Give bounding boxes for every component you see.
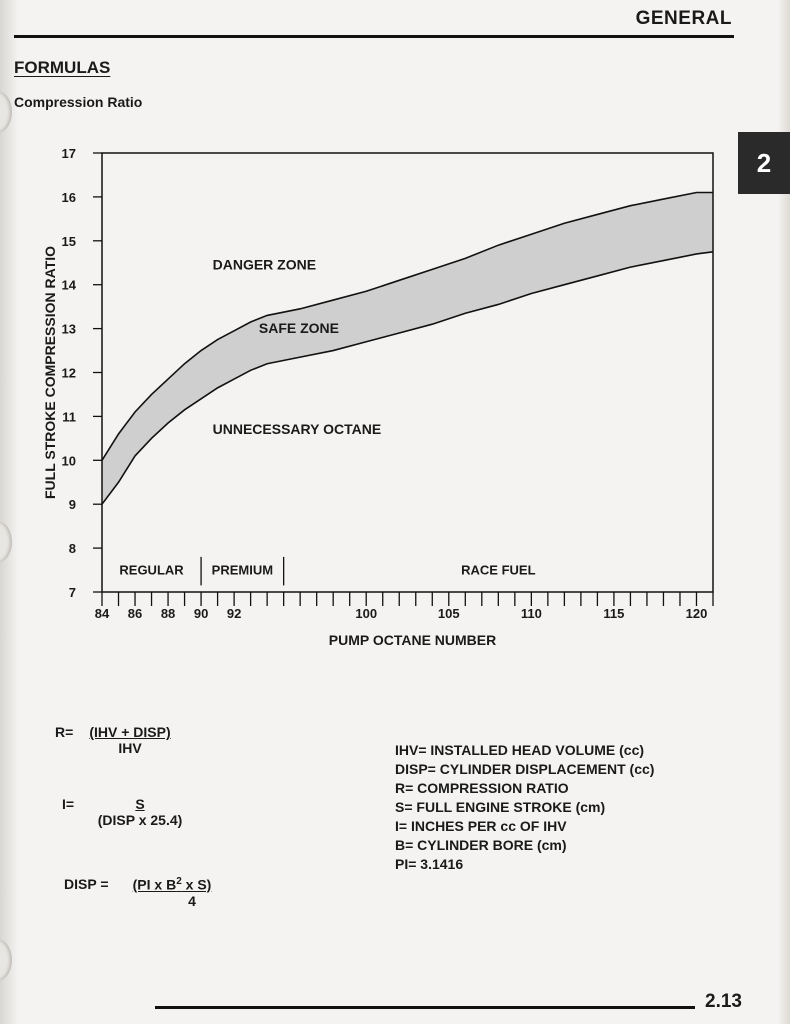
disp-num-part-b: x S) bbox=[181, 876, 212, 893]
x-tick-label: 110 bbox=[520, 606, 542, 621]
y-tick-label: 12 bbox=[61, 365, 76, 381]
y-tick-label: 7 bbox=[68, 585, 76, 600]
y-tick-label: 16 bbox=[61, 189, 76, 205]
safe-zone-band bbox=[102, 193, 713, 505]
fuel-band-label: REGULAR bbox=[119, 562, 184, 578]
footer-rule bbox=[155, 1006, 695, 1009]
zone-annotation: UNNECESSARY OCTANE bbox=[212, 420, 382, 437]
y-tick-label: 14 bbox=[61, 277, 76, 293]
r-formula-denominator: IHV bbox=[118, 740, 142, 756]
disp-num-exponent: 2 bbox=[176, 876, 182, 887]
zone-annotation: DANGER ZONE bbox=[212, 256, 317, 273]
definition-item: I= INCHES PER cc OF IHV bbox=[395, 818, 567, 834]
definition-item: S= FULL ENGINE STROKE (cm) bbox=[395, 799, 606, 815]
disp-formula-denominator: 4 bbox=[188, 892, 196, 909]
y-tick-label: 17 bbox=[61, 146, 76, 161]
page-number: 2.13 bbox=[705, 991, 742, 1012]
i-formula-label: I= bbox=[62, 796, 75, 812]
x-tick-label: 120 bbox=[685, 606, 708, 621]
i-formula bbox=[88, 796, 192, 828]
r-formula-label: R= bbox=[55, 724, 74, 740]
y-axis-label: FULL STROKE COMPRESSION RATIO bbox=[42, 245, 58, 500]
y-tick-label: 8 bbox=[68, 541, 76, 557]
x-tick-label: 100 bbox=[355, 606, 378, 621]
x-tick-label: 88 bbox=[160, 606, 176, 621]
chapter-tab[interactable]: 2 bbox=[738, 132, 790, 194]
x-axis-label: PUMP OCTANE NUMBER bbox=[328, 632, 497, 648]
disp-formula bbox=[124, 868, 220, 909]
x-tick-label: 86 bbox=[127, 606, 143, 621]
section-title: FORMULAS bbox=[14, 58, 111, 77]
fuel-band-label: RACE FUEL bbox=[461, 562, 536, 578]
definition-item: R= COMPRESSION RATIO bbox=[395, 780, 569, 796]
r-formula-numerator: (IHV + DISP) bbox=[89, 724, 171, 740]
definition-item: B= CYLINDER BORE (cm) bbox=[395, 837, 567, 853]
x-tick-label: 92 bbox=[226, 606, 242, 621]
y-tick-label: 9 bbox=[68, 497, 76, 513]
definition-item: PI= 3.1416 bbox=[395, 856, 464, 872]
disp-formula-label: DISP = bbox=[64, 876, 109, 892]
y-tick-label: 11 bbox=[62, 409, 76, 425]
x-tick-label: 90 bbox=[193, 606, 209, 621]
definition-item: IHV= INSTALLED HEAD VOLUME (cc) bbox=[395, 742, 645, 758]
fuel-band-label: PREMIUM bbox=[211, 562, 274, 578]
r-formula bbox=[80, 724, 180, 756]
x-tick-label: 115 bbox=[603, 606, 625, 621]
section-subtitle: Compression Ratio bbox=[14, 94, 143, 110]
y-tick-label: 10 bbox=[61, 453, 76, 469]
disp-num-part-a: (PI x B bbox=[132, 876, 177, 893]
i-formula-numerator: S bbox=[135, 796, 145, 812]
y-tick-label: 15 bbox=[61, 233, 76, 249]
i-formula-denominator: (DISP x 25.4) bbox=[97, 812, 183, 828]
x-tick-label: 84 bbox=[94, 606, 110, 621]
header-title: GENERAL bbox=[635, 8, 732, 29]
zone-annotation: SAFE ZONE bbox=[258, 319, 340, 336]
y-tick-label: 13 bbox=[61, 321, 76, 337]
definition-item: DISP= CYLINDER DISPLACEMENT (cc) bbox=[395, 761, 655, 777]
disp-formula-numerator bbox=[124, 868, 220, 893]
x-tick-label: 105 bbox=[437, 606, 460, 621]
definitions-list bbox=[395, 741, 654, 874]
